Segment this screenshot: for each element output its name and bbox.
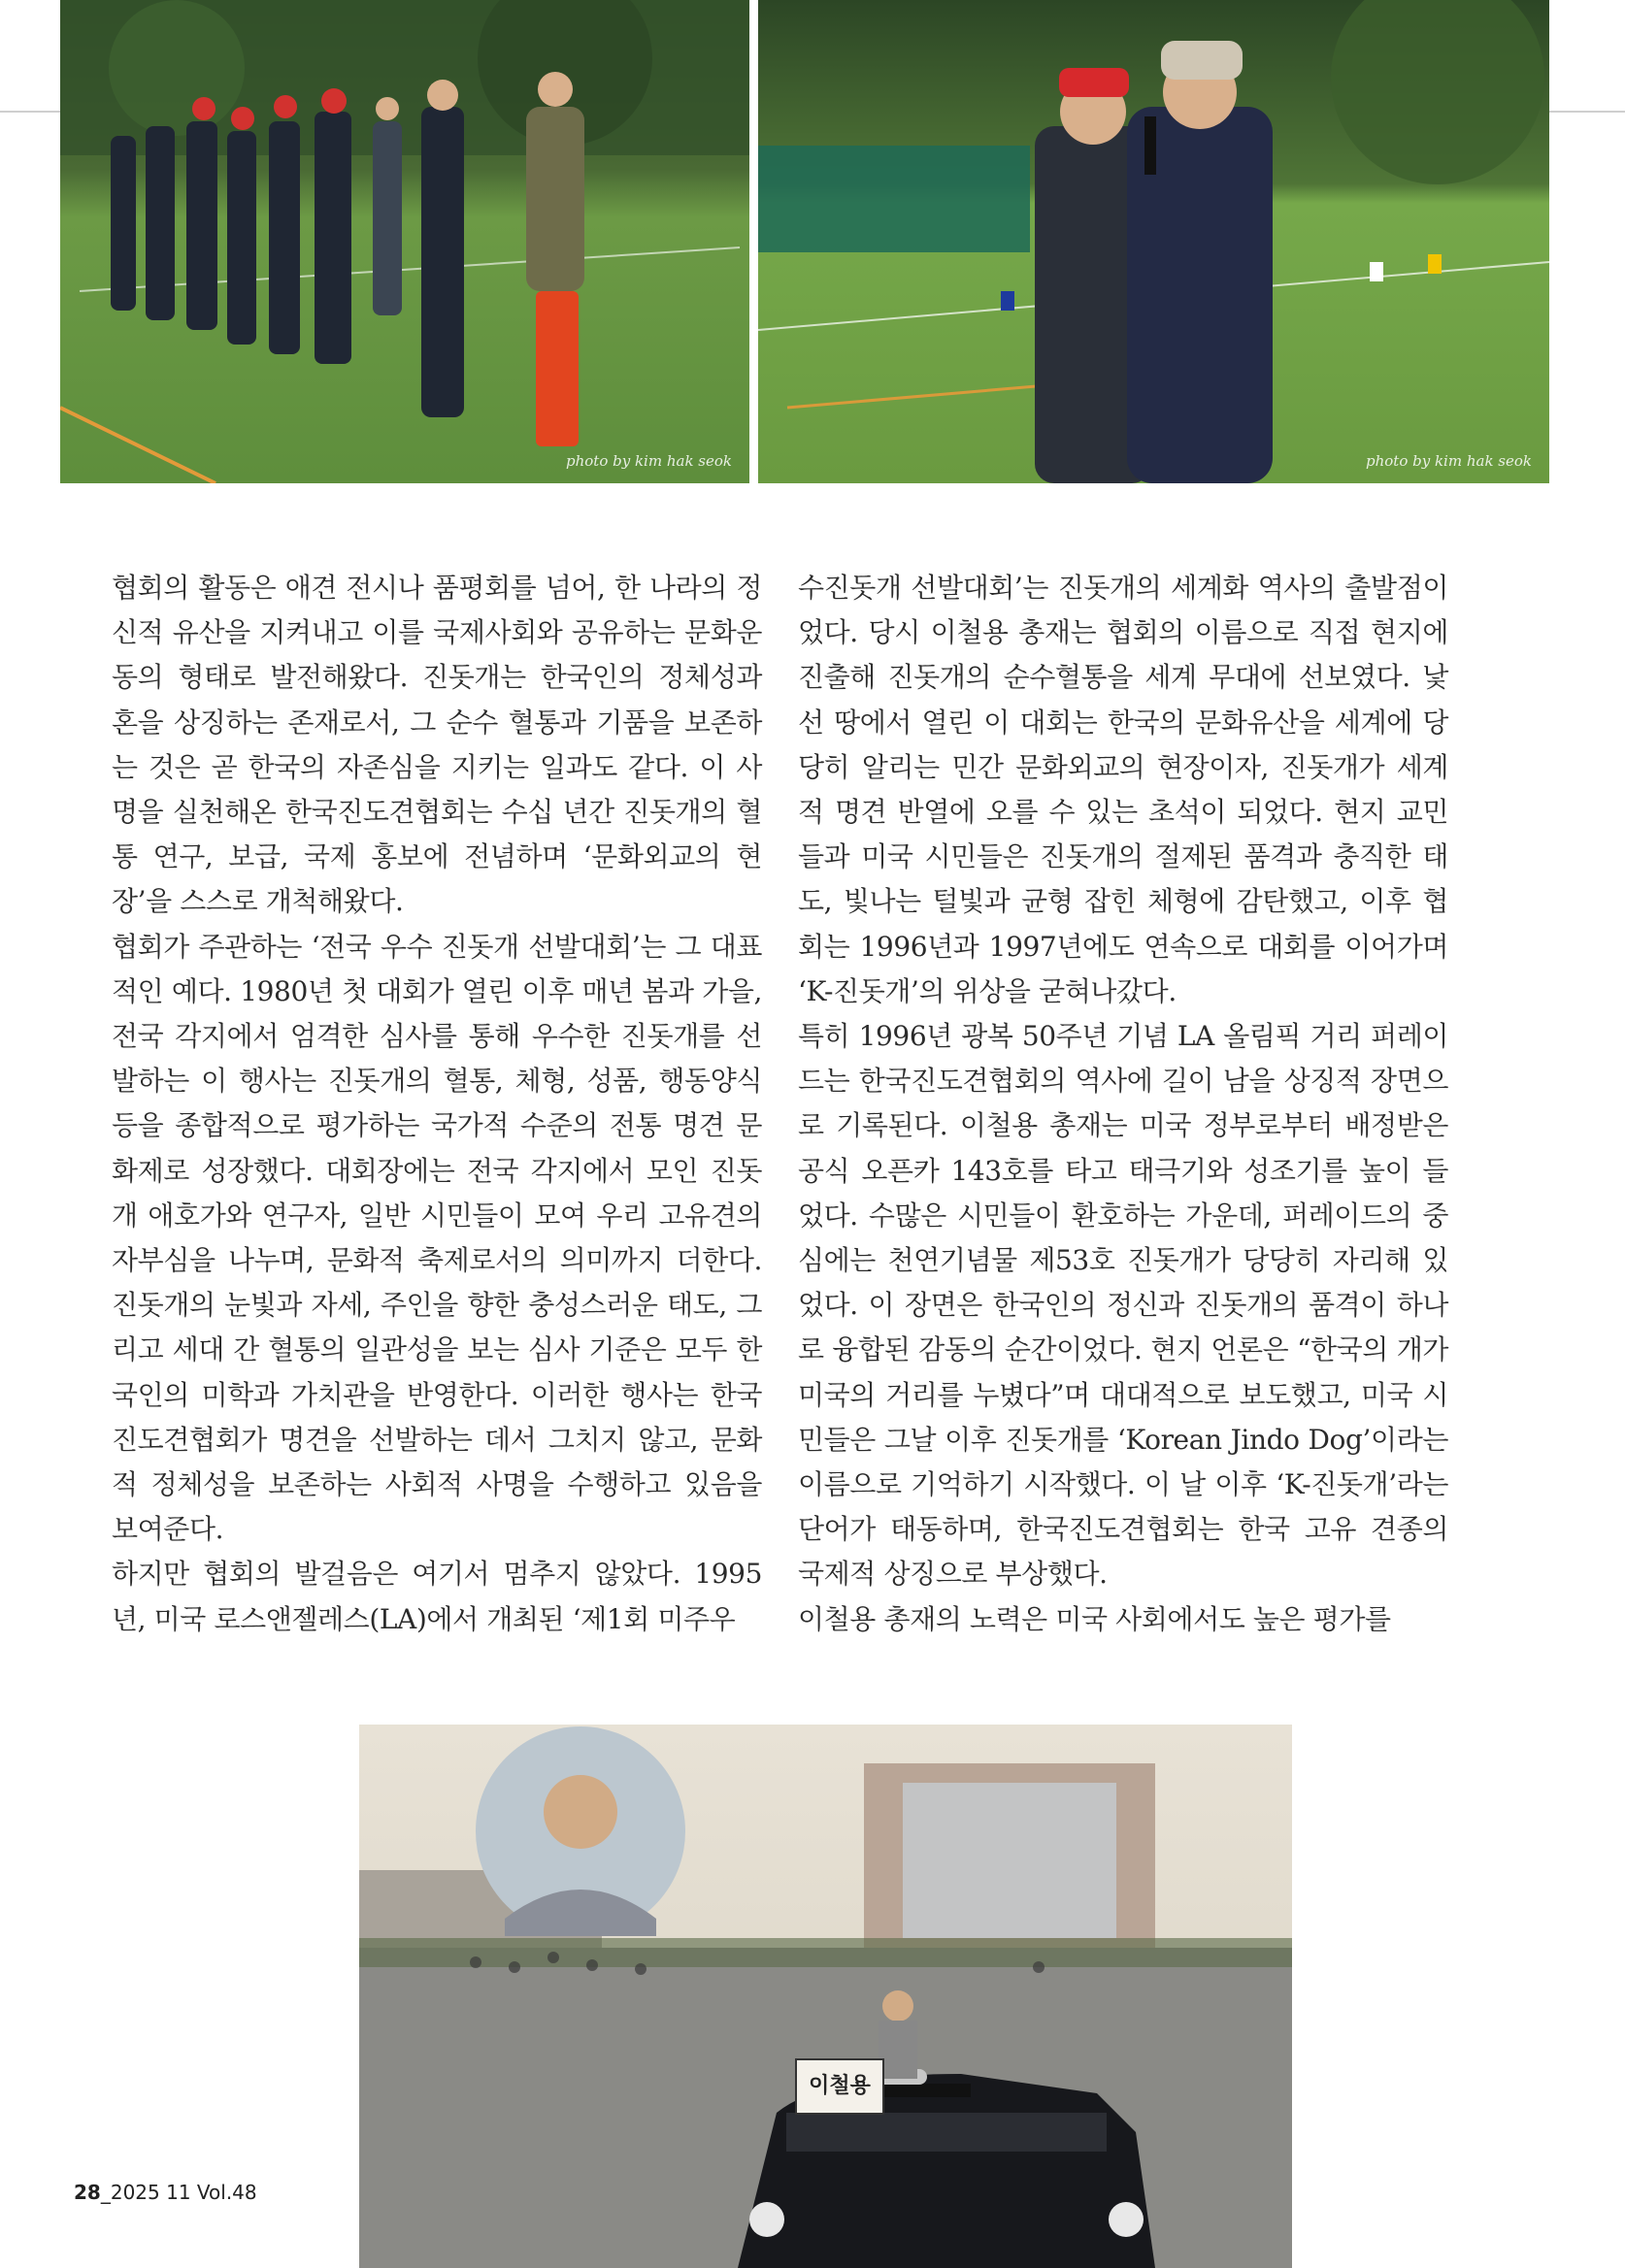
photo-ceremony-lineup (60, 0, 749, 483)
paragraph: 하지만 협회의 발걸음은 여기서 멈추지 않았다. 1995년, 미국 로스앤젤레스(LA)에서 개최된 ‘제1회 미주우 (112, 1558, 762, 1635)
car-placard-name: 이철용 (809, 2074, 871, 2098)
body-column-right (798, 566, 1448, 1642)
page-folio (74, 2181, 257, 2204)
header-rule-right (1549, 111, 1625, 113)
photo-credit: photo by kim hak seok (1366, 452, 1532, 470)
photo-credit: photo by kim hak seok (566, 452, 732, 470)
page-number: 28 (74, 2181, 101, 2204)
paragraph: 수진돗개 선발대회’는 진돗개의 세계화 역사의 출발점이었다. 당시 이철용 총재는 협회의 이름으로 직접 현지에 진출해 진돗개의 순수혈통을 세계 무대에 선보였다. 낯선 땅에서 열린 이 대회는 한국의 문화유산을 세계에 당당히 알리는 민간 문화외교의 현장이자, 진돗개가 세계적 명견 반열에 오를 수 있는 초석이 되었다. 현지 교민들과 미국 시민들은 진돗개의 절제된 품격과 충직한 태도, 빛나는 털빛과 균형 잡힌 체형에 감탄했고, 이후 협회는 1996년과 1997년에도 연속으로 대회를 이어가며 ‘K-진돗개’의 위상을 굳혀나갔다. (798, 572, 1448, 1007)
paragraph: 협회가 주관하는 ‘전국 우수 진돗개 선발대회’는 그 대표적인 예다. 1980년 첫 대회가 열린 이후 매년 봄과 가을, 전국 각지에서 엄격한 심사를 통해 우수한 진돗개를 선발하는 이 행사는 진돗개의 혈통, 체형, 성품, 행동양식 등을 종합적으로 평가하는 국가적 수준의 전통 명견 문화제로 성장했다. 대회장에는 전국 각지에서 모인 진돗개 애호가와 연구자, 일반 시민들이 모여 우리 고유견의 자부심을 나누며, 문화적 축제로서의 의미까지 더한다. 진돗개의 눈빛과 자세, 주인을 향한 충성스러운 태도, 그리고 세대 간 혈통의 일관성을 보는 심사 기준은 모두 한국인의 미학과 가치관을 반영한다. 이러한 행사는 한국진도견협회가 명견을 선발하는 데서 그치지 않고, 문화적 정체성을 보존하는 사회적 사명을 수행하고 있음을 보여준다. (112, 930, 762, 1546)
header-rule-left (0, 111, 60, 113)
paragraph: 특히 1996년 광복 50주년 기념 LA 올림픽 거리 퍼레이드는 한국진도견협회의 역사에 길이 남을 상징적 장면으로 기록된다. 이철용 총재는 미국 정부로부터 배정받은 공식 오픈카 143호를 타고 태극기와 성조기를 높이 들었다. 수많은 시민들이 환호하는 가운데, 퍼레이드의 중심에는 천연기념물 제53호 진돗개가 당당히 자리해 있었다. 이 장면은 한국인의 정신과 진돗개의 품격이 하나로 융합된 감동의 순간이었다. 현지 언론은 “한국의 개가 미국의 거리를 누볐다”며 대대적으로 보도했고, 미국 시민들은 그날 이후 진돗개를 ‘Korean Jindo Dog’이라는 이름으로 기억하기 시작했다. 이 날 이후 ‘K-진돗개’라는 단어가 태동하며, 한국진도견협회는 한국 고유 견종의 국제적 상징으로 부상했다. (798, 1020, 1448, 1591)
paragraph: 협회의 활동은 애견 전시나 품평회를 넘어, 한 나라의 정신적 유산을 지켜내고 이를 국제사회와 공유하는 문화운동의 형태로 발전해왔다. 진돗개는 한국인의 정체성과 혼을 상징하는 존재로서, 그 순수 혈통과 기품을 보존하는 것은 곧 한국의 자존심을 지키는 일과도 같다. 이 사명을 실천해온 한국진도견협회는 수십 년간 진돗개의 혈통 연구, 보급, 국제 홍보에 전념하며 ‘문화외교의 현장’을 스스로 개척해왔다. (112, 572, 762, 918)
body-column-left (112, 566, 762, 1642)
photo-speaker-microphone (758, 0, 1549, 483)
issue-label: _2025 11 Vol.48 (100, 2181, 257, 2204)
paragraph: 이철용 총재의 노력은 미국 사회에서도 높은 평가를 (798, 1602, 1391, 1635)
photo-la-parade (359, 1725, 1292, 2268)
